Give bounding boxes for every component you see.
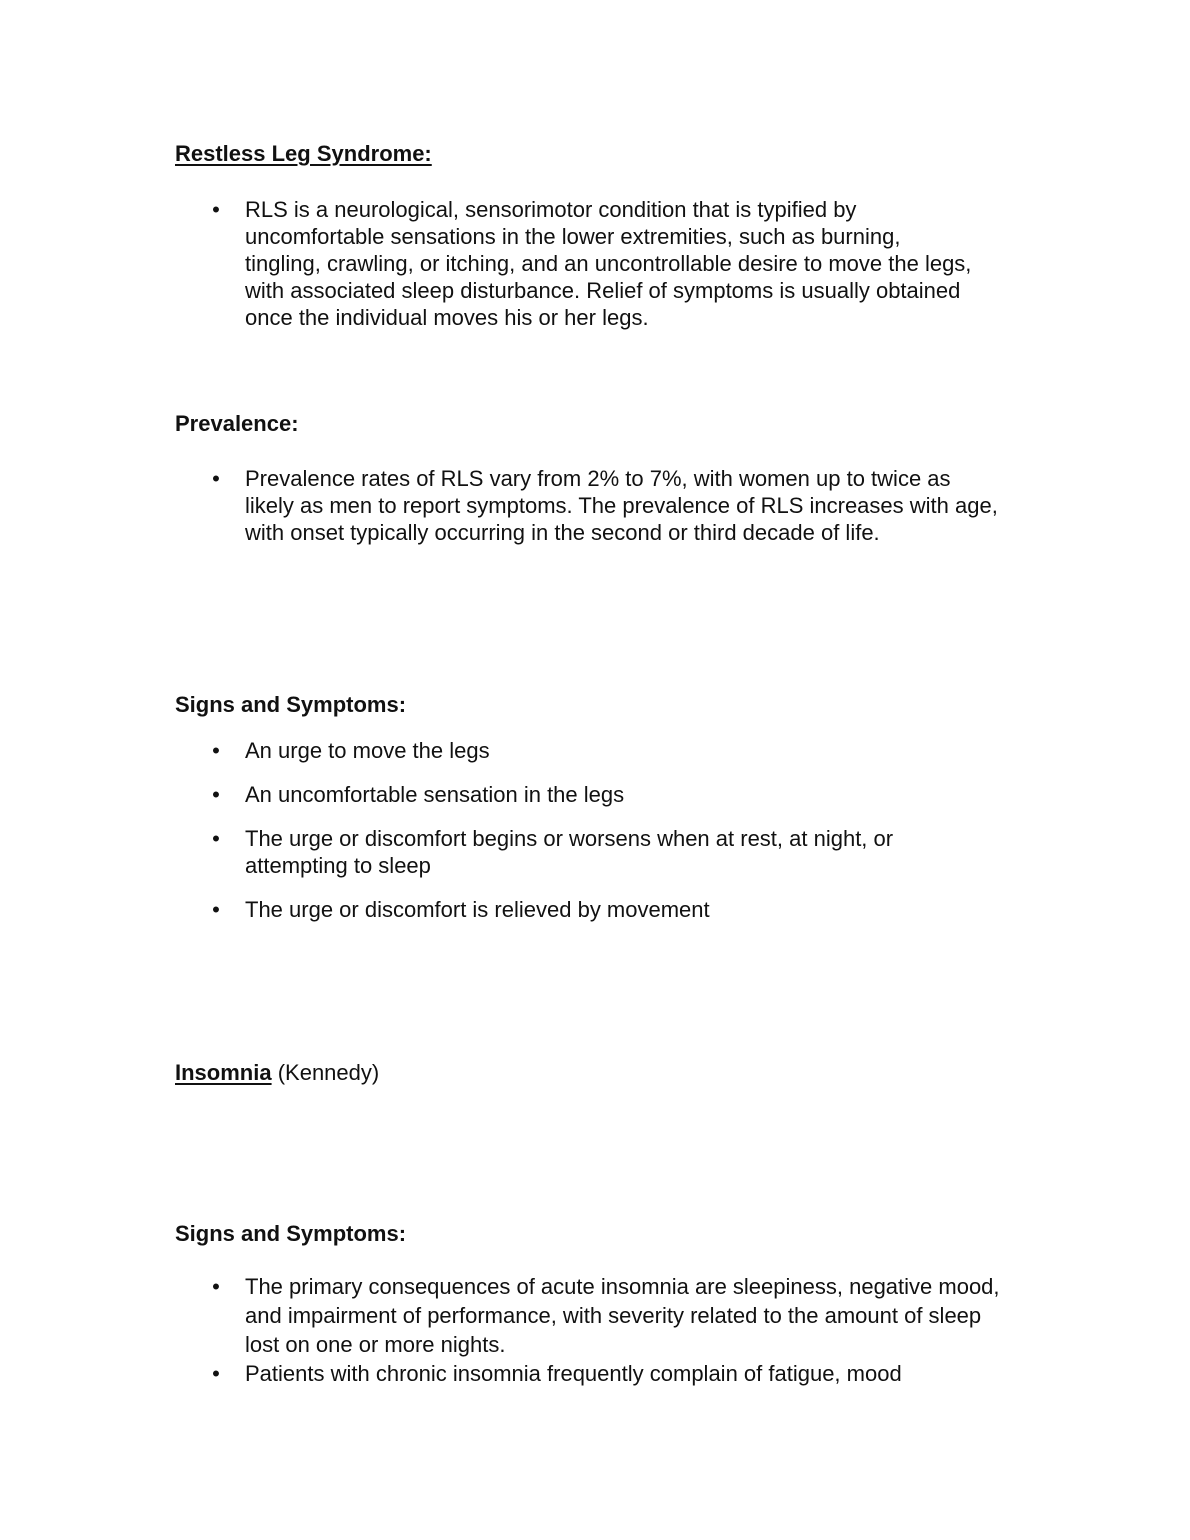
prevalence-bullet-text: Prevalence rates of RLS vary from 2% to 7%, with women up to twice as likely as men to report symptoms. The prevalence of RLS increases with age, with onset typically occurring in the second or third decade of life. xyxy=(245,466,998,545)
insomnia-citation: (Kennedy) xyxy=(277,1060,380,1085)
list-item xyxy=(0,737,1190,764)
insomnia-signs-bullet-list xyxy=(0,1272,1190,1388)
list-item xyxy=(0,825,1190,879)
list-item xyxy=(0,896,1190,923)
bullet-icon: • xyxy=(212,1274,220,1299)
rls-heading: Restless Leg Syndrome: xyxy=(175,141,432,166)
rls-signs-bullet-list xyxy=(0,737,1190,923)
bullet-icon: • xyxy=(212,466,220,491)
insomnia-heading-line xyxy=(175,1059,379,1086)
bullet-icon: • xyxy=(212,197,220,222)
list-item xyxy=(0,1359,1190,1388)
rls-sign-text: The urge or discomfort begins or worsens when at rest, at night, or attempting to sleep xyxy=(245,826,894,878)
list-item xyxy=(0,196,1190,331)
insomnia-signs-heading: Signs and Symptoms: xyxy=(175,1221,407,1246)
list-item xyxy=(0,781,1190,808)
rls-sign-text: An urge to move the legs xyxy=(245,738,490,763)
bullet-icon: • xyxy=(212,1361,220,1386)
list-item xyxy=(0,465,1190,546)
list-item xyxy=(0,1272,1190,1359)
rls-bullet-text: RLS is a neurological, sensorimotor condition that is typified by uncomfortable sensations in the lower extremities, such as burning, tingling, crawling, or itching, and an uncontrollable desire to move the legs, with associated sleep disturbance. Relief of symptoms is usually obtained once the individual moves his or her legs. xyxy=(245,197,972,330)
bullet-icon: • xyxy=(212,782,220,807)
bullet-icon: • xyxy=(212,738,220,763)
insomnia-sign-text: Patients with chronic insomnia frequently complain of fatigue, mood xyxy=(245,1361,902,1386)
insomnia-sign-text: The primary consequences of acute insomnia are sleepiness, negative mood, and impairment of performance, with severity related to the amount of sleep lost on one or more nights. xyxy=(245,1274,1000,1357)
rls-bullet-list xyxy=(0,196,1190,331)
bullet-icon: • xyxy=(212,826,220,851)
prevalence-heading: Prevalence: xyxy=(175,411,299,436)
rls-sign-text: An uncomfortable sensation in the legs xyxy=(245,782,625,807)
bullet-icon: • xyxy=(212,897,220,922)
insomnia-heading: Insomnia xyxy=(175,1060,272,1085)
prevalence-bullet-list xyxy=(0,465,1190,546)
rls-sign-text: The urge or discomfort is relieved by movement xyxy=(245,897,710,922)
rls-signs-heading: Signs and Symptoms: xyxy=(175,692,407,717)
